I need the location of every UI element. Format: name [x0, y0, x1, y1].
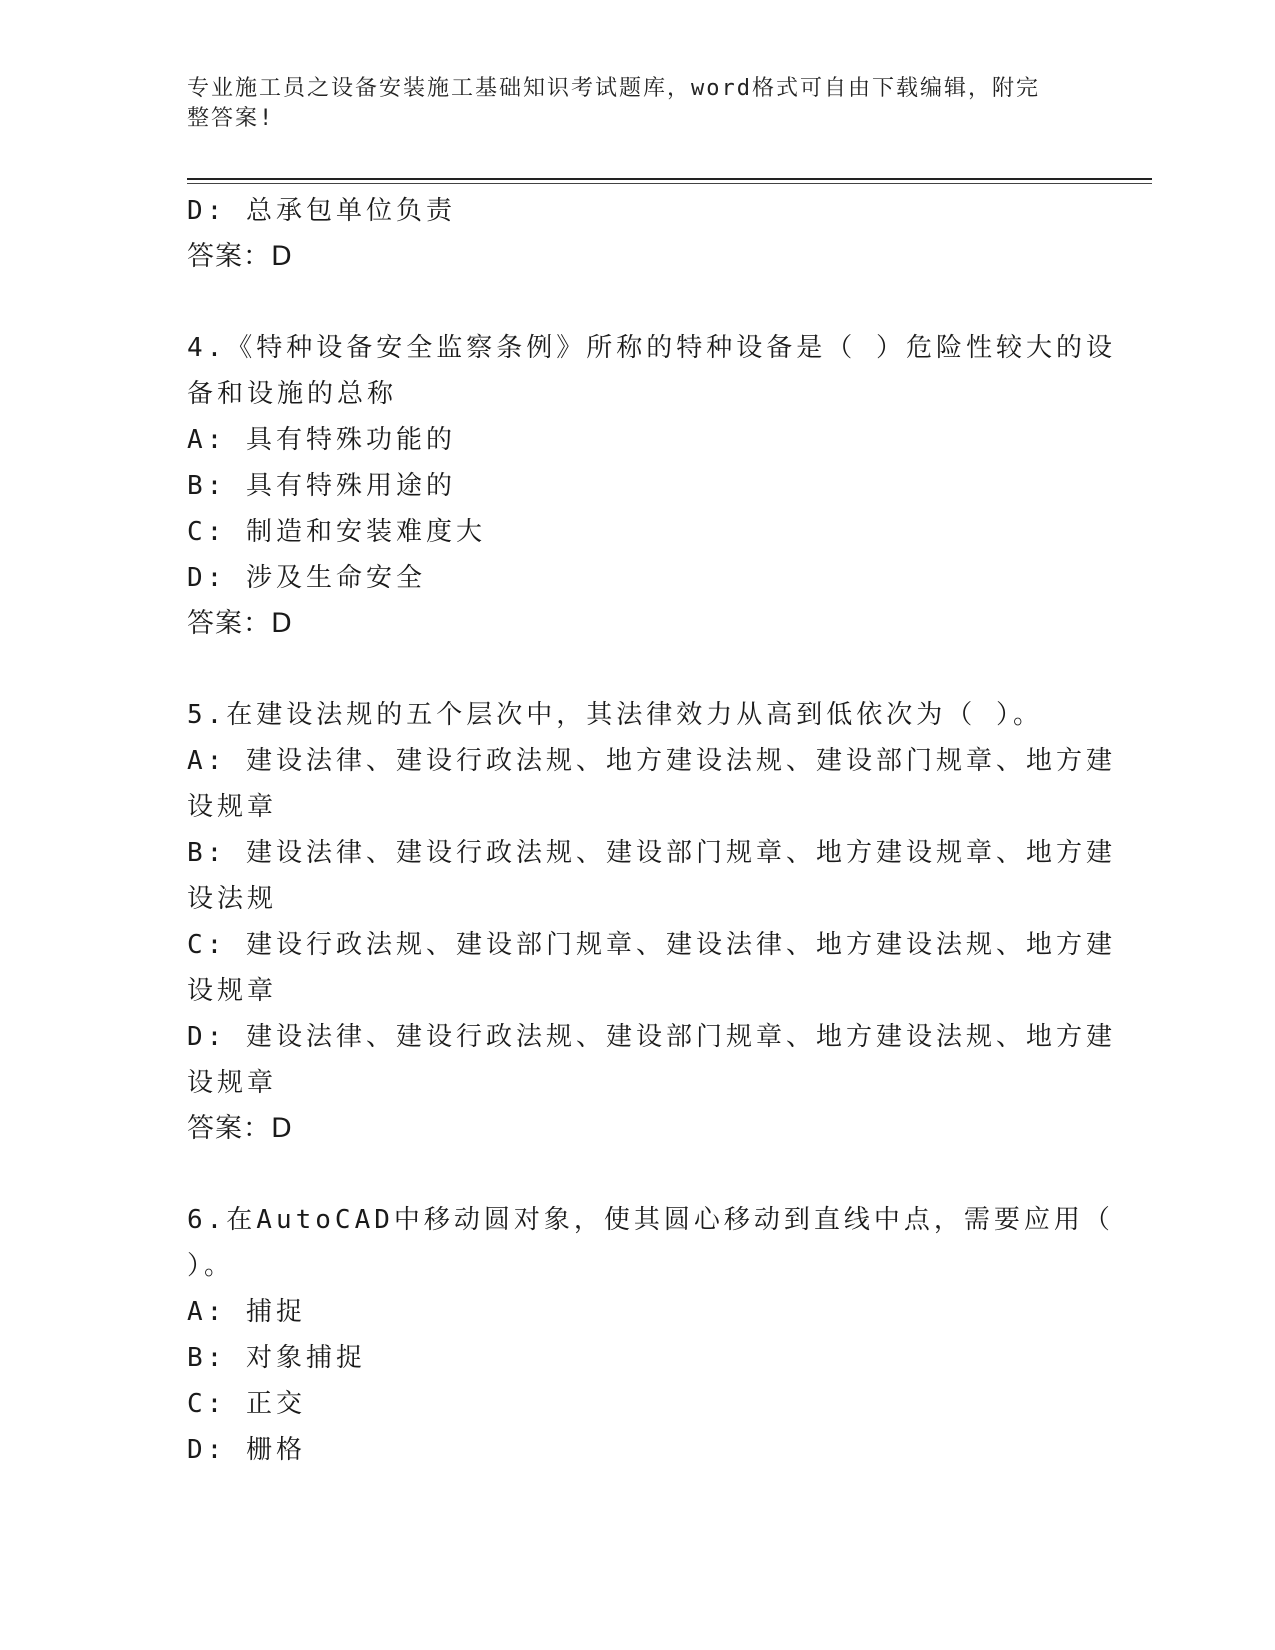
question-stem-line: 4.《特种设备安全监察条例》所称的特种设备是（ ）危险性较大的设 [187, 333, 1116, 363]
option-d: D: 栅格 [187, 1435, 306, 1465]
previous-answer: 答案：D [187, 241, 293, 272]
option-d: D: 涉及生命安全 [187, 563, 426, 593]
option-c: C: 建设行政法规、建设部门规章、建设法律、地方建设法规、地方建 [187, 930, 1116, 960]
option-b: B: 对象捕捉 [187, 1343, 366, 1373]
question-stem-line: 备和设施的总称 [187, 379, 398, 409]
option-b-continued: 设法规 [187, 884, 278, 914]
option-d: D: 建设法律、建设行政法规、建设部门规章、地方建设法规、地方建 [187, 1022, 1116, 1052]
option-a: A: 捕捉 [187, 1297, 306, 1327]
question-stem-line: 6.在AutoCAD中移动圆对象，使其圆心移动到直线中点，需要应用（ [187, 1205, 1114, 1235]
answer: 答案：D [187, 1113, 293, 1144]
question-content [187, 188, 1116, 1473]
option-a: A: 具有特殊功能的 [187, 425, 456, 455]
option-c: C: 制造和安装难度大 [187, 517, 486, 547]
header-line-2: 整答案! [187, 106, 275, 131]
option-a: A: 建设法律、建设行政法规、地方建设法规、建设部门规章、地方建 [187, 746, 1116, 776]
spacer [187, 647, 1077, 692]
question-4 [187, 325, 1116, 647]
option-c-continued: 设规章 [187, 976, 278, 1006]
option-a-continued: 设规章 [187, 792, 278, 822]
header-divider-thin [187, 183, 1152, 184]
document-header [187, 74, 1067, 134]
spacer [187, 1152, 1077, 1197]
question-stem-line: ）。 [187, 1251, 235, 1281]
option-b: B: 具有特殊用途的 [187, 471, 456, 501]
header-line-1: 专业施工员之设备安装施工基础知识考试题库，word格式可自由下载编辑，附完 [187, 76, 1040, 101]
spacer [187, 280, 1077, 325]
option-b: B: 建设法律、建设行政法规、建设部门规章、地方建设规章、地方建 [187, 838, 1116, 868]
question-5 [187, 692, 1116, 1152]
question-stem-line: 5.在建设法规的五个层次中，其法律效力从高到低依次为（ ）。 [187, 700, 1043, 730]
option-c: C: 正交 [187, 1389, 306, 1419]
answer: 答案：D [187, 608, 293, 639]
header-divider-thick [187, 178, 1152, 180]
question-6 [187, 1197, 1114, 1473]
option-d-continued: 设规章 [187, 1068, 278, 1098]
previous-option-d: D: 总承包单位负责 [187, 196, 456, 226]
